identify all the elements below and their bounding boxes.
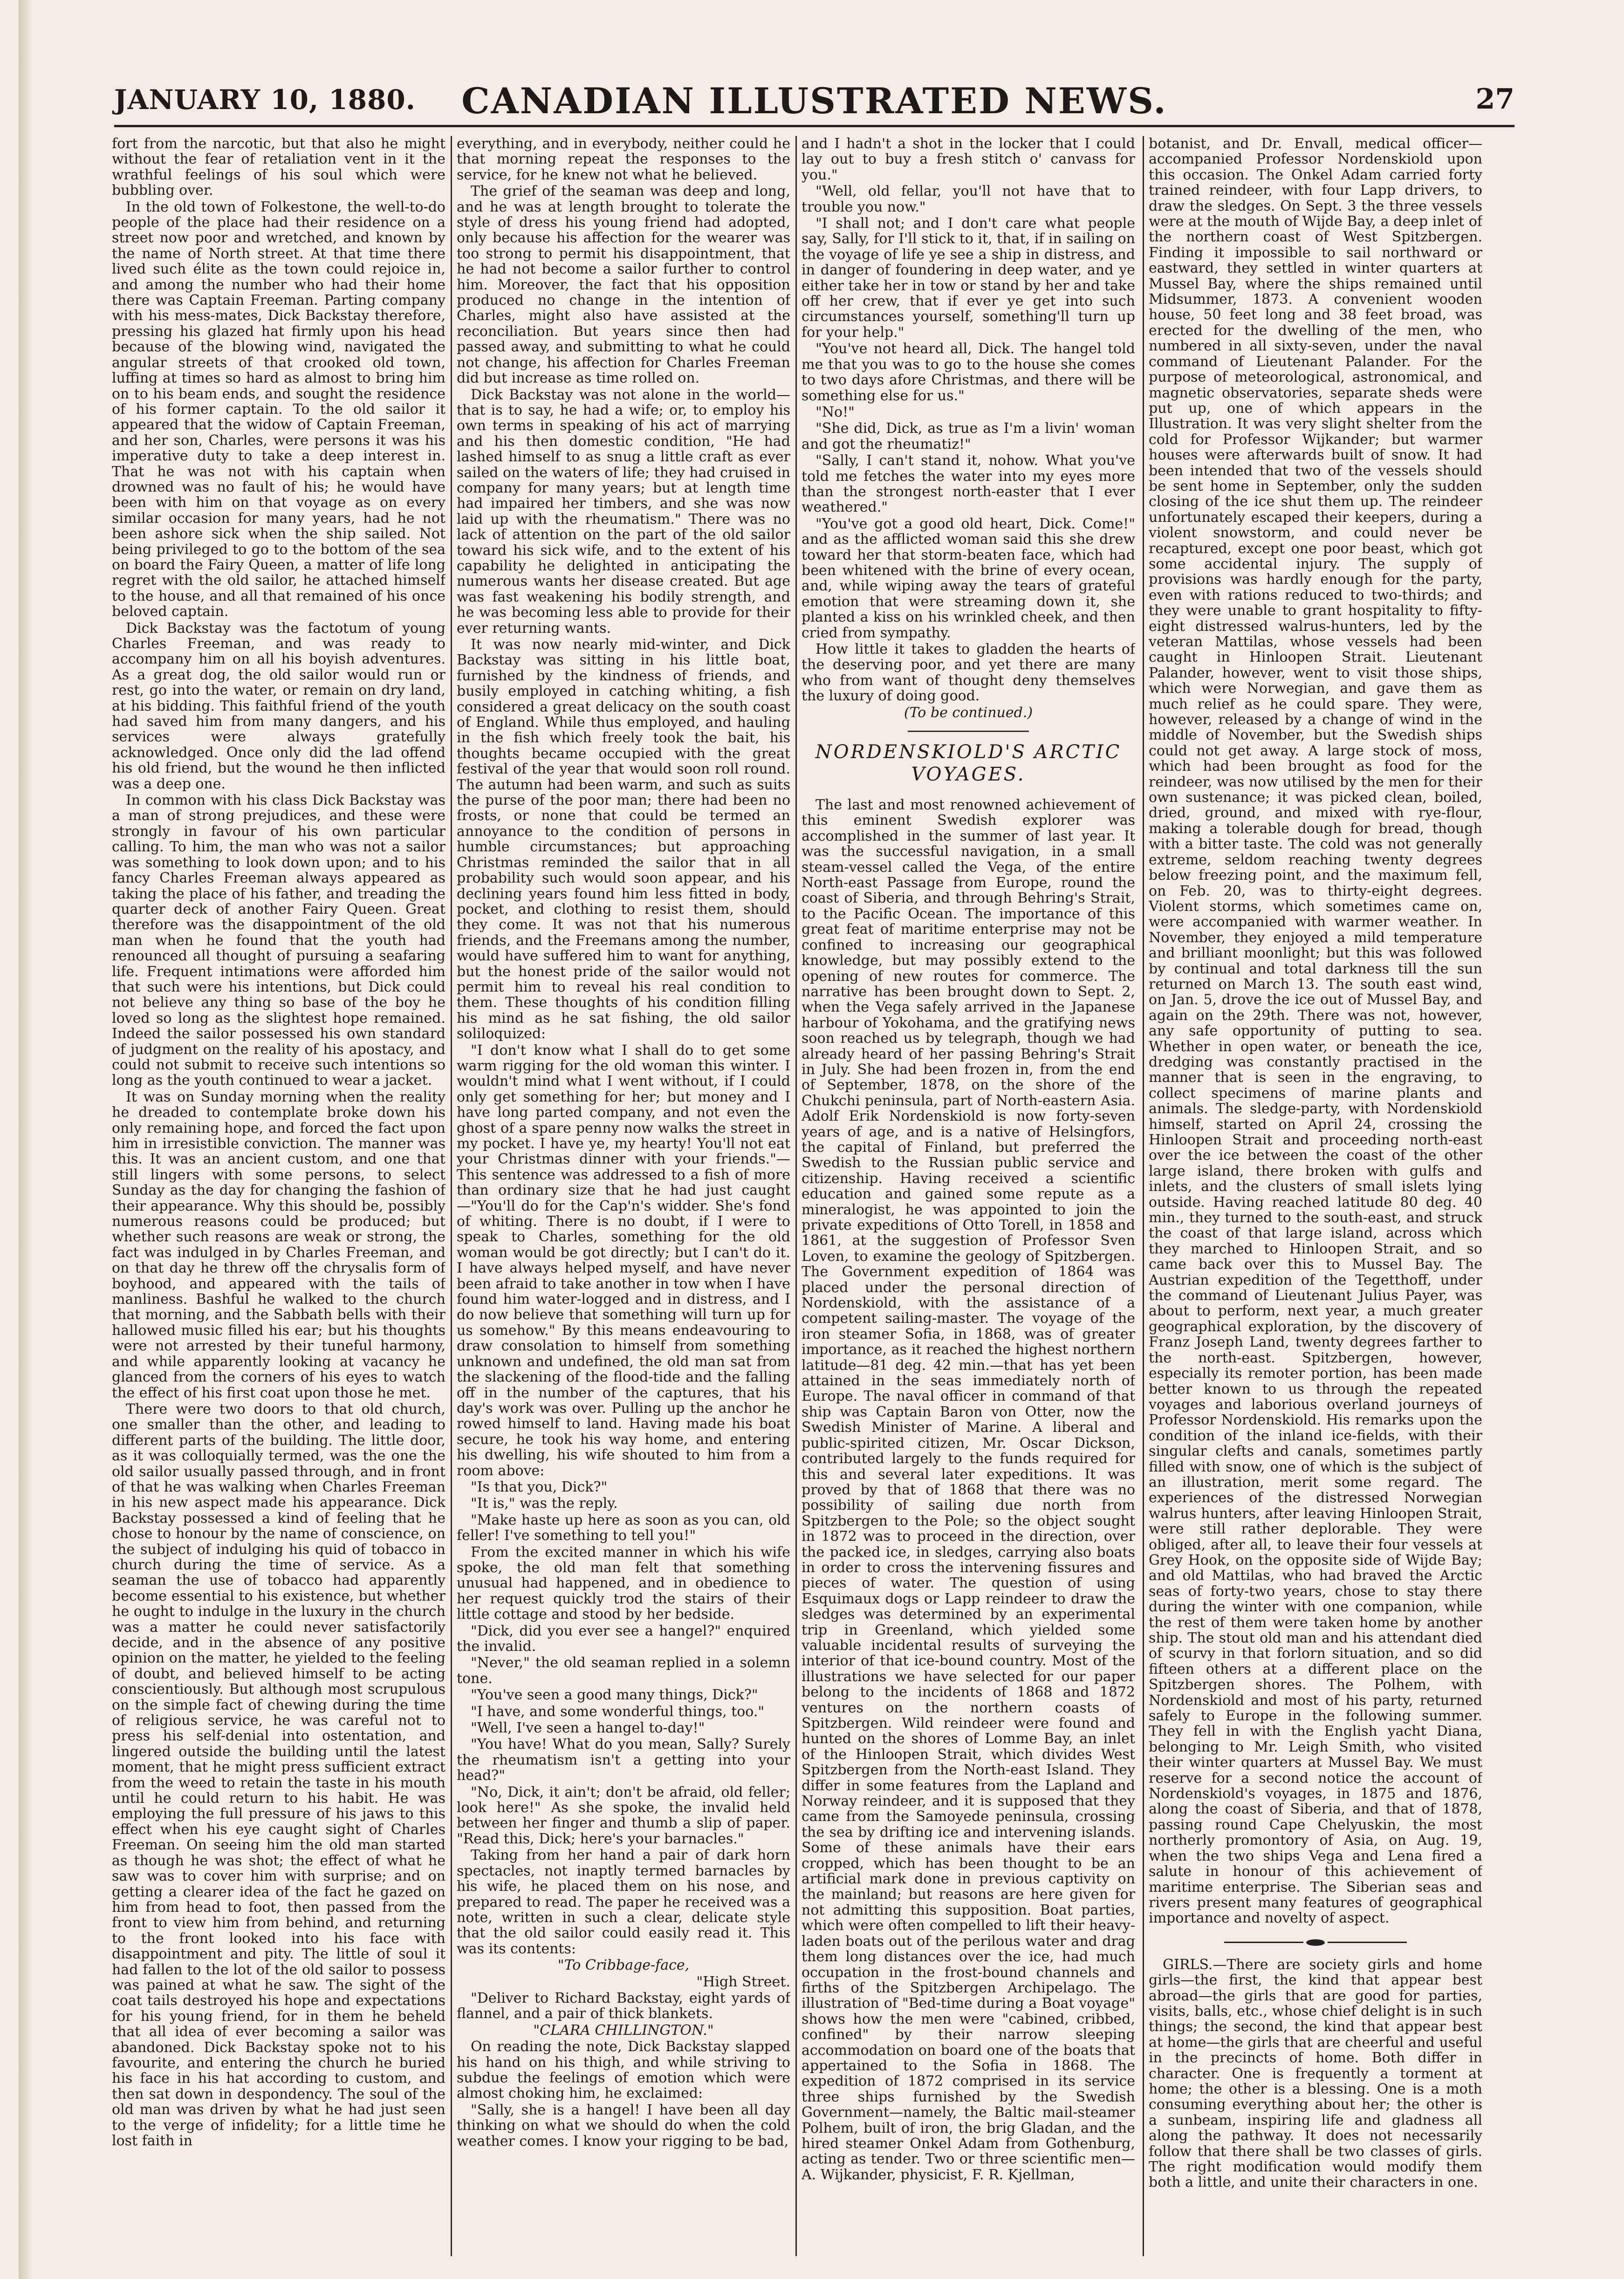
dialogue-line: "Dick, did you ever see a hangel?" enquired the invalid. (457, 1622, 790, 1655)
story-paragraph: From the excited manner in which his wife spoke, the old man felt that something unusual had happened, and in obedience to her request quickly trod the stairs of their little cottage and stood by her bedside. (457, 1544, 790, 1623)
dialogue-line: "Sally, I can't stand it, nohow. What you've told me fetches the water into my eyes more than the strongest north-easter that I ever weathered." (802, 452, 1135, 516)
column-divider (1143, 136, 1144, 2256)
story-paragraph: Dick Backstay was the factotum of young Charles Freeman, and was ready to accompany him on all his boyish adventures. As a great dog, the old sailor would run or rest, go into the water, or remain on dry land, at his bidding. This faithful friend of the youth had saved him from many dangers, and his services were always gratefully acknowledged. Once only did the lad offend his old friend, but the wound he then inflicted was a deep one. (112, 620, 445, 792)
girls-paragraph: GIRLS.—There are society girls and home girls—the first, the kind that appear best abroad—the girls that are good for parties, visits, balls, etc., whose chief delight is in such things; the second, the kind that appear best at home—the girls that are cheerful and useful in the precincts of home. Both differ in character. One is frequently a torment at home; the other is a blessing. One is a moth consuming everything about her; the other is a sunbeam, inspiring life and gladness all along the pathway. It does not necessarily follow that there shall be two classes of girls. The right modification would modify them both a little, and unite their characters in one. (1149, 1956, 1482, 2191)
note-address: "To Cribbage-face, (557, 1957, 690, 1974)
dialogue-line: "Well, I've seen a hangel to-day!" (471, 1720, 705, 1737)
column-4 (1149, 136, 1482, 2261)
column-1 (112, 136, 445, 2261)
header-rule (114, 125, 1514, 127)
issue-date: JANUARY 10, 1880. (114, 84, 416, 116)
story-paragraph: In common with his class Dick Backstay was a man of strong prejudices, and these were strongly in favour of his own particular calling. To him, the man who was not a sailor was something to look down upon; and to his fancy Charles Freeman always appeared as taking the place of his father, and treading the quarter deck of another Fairy Queen. Great therefore was the disappointment of the old man when he found that the youth had renounced all thought of pursuing a seafaring life. Frequent intimations were afforded him that such were his intentions, but Dick could not believe any thing so base of the boy he loved so long as the slightest hope remained. Indeed the sailor possessed his own standard of judgment on the reality of his apostacy, and could not submit to receive such intentions so long as the youth continued to wear a jacket. (112, 792, 445, 1089)
to-be-continued: (To be continued.) (904, 704, 1033, 721)
story-paragraph: There were two doors to that old church, one smaller than the other, and leading to different parts of the building. The little door, as it was colloquially termed, was the one the old sailor usually passed through, and in front of that he was walking when Charles Freeman in his new aspect made his appearance. Dick Backstay possessed a kind of feeling that he chose to honour by the name of conscience, on the subject of indulging his quid of tobacco in church during the time of service. As a seaman the use of tobacco had apparently become essential to his existence, but whether he ought to indulge in the luxury in the church was a matter he could never satisfactorily decide, and in the absence of any positive opinion on the matter, he yielded to the feeling of doubt, and believed himself to be acting conscientiously. But although most scrupulous on the simple fact of chewing during the time of religious service, he was careful not to press his self-denial into ostentation, and lingered outside the building until the latest moment, that he might press sufficient extract from the weed to retain the taste in his mouth until he could return to his habit. He was employing the full pressure of his jaws to this effect when his eye caught sight of Charles Freeman. On seeing him the old man started as though he was shot; the effect of what he saw was to cover him with surprise; and on getting a clearer idea of the fact he gazed on him from head to foot, then passed from the front to view him from behind, and returning to the front looked into his face with disappointment and pity. The little of soul it had fallen to the lot of the old sailor to possess was pained at what he saw. The sight of the coat tails destroyed his hope and expectations for his young friend, for in them he beheld that all idea of ever becoming a sailor was abandoned. Dick Backstay spoke not to his favourite, and entering the church he buried his face in his hat according to custom, and then sat down in despondency. The soul of the old man was driven by what he had just seen to the verge of infidelity; for a little time he lost faith in (112, 1401, 445, 2149)
dialogue-line: "Is that you, Dick?" (471, 1478, 608, 1495)
story-paragraph: It was on Sunday morning when the reality he dreaded to contemplate broke down his only remaining hope, and forced the fact upon him in irresistible conviction. The manner was this. It was an ancient custom, and one that still lingers with some persons, to select Sunday as the day for changing the fashion of their appearance. Why this should be, possibly numerous reasons could be produced; but whether such reasons are weak or strong, the fact was indulged in by Charles Freeman, and on that day he threw off the chrysalis form of boyhood, and appeared with the tails of manliness. Bashful he walked to the church that morning, and the Sabbath bells with their hallowed music filled his ear; but his thoughts were not arrested by their tuneful harmony, and while apparently looking at vacancy he glanced from the corners of his eyes to watch the effect of his first coat upon those he met. (112, 1088, 445, 1401)
dialogue-line: "I shall not; and I don't care what people say, Sally, for I'll stick to it, that, if in sailing on the voyage of life ye see a ship in distress, and in danger of foundering in deep water, and ye either take her in tow or stand by her and take off her crew, that if ever ye get into such circumstances yourself, something'll turn up for your help." (802, 215, 1135, 341)
dialogue-line: and I hadn't a shot in the locker that I could lay out to buy a fresh stitch o' canvass for you." (802, 136, 1135, 183)
dialogue-line: "Never," the old seaman replied in a solemn tone. (457, 1655, 790, 1687)
column-3 (802, 136, 1135, 2261)
story-paragraph: everything, and in everybody, neither could he that morning repeat the responses to the service, for he knew not what he believed. (457, 136, 790, 183)
dialogue-line: "You've not heard all, Dick. The hangel told me that you was to go to the house she comes to two days afore Christmas, and there will be something else for us." (802, 341, 1135, 404)
story-paragraph: On reading the note, Dick Backstay slapped his hand on his thigh, and while striving to subdue the feelings of emotion which were almost choking him, he exclaimed: (457, 2039, 790, 2102)
column-divider (795, 136, 797, 2256)
column-divider (451, 136, 452, 2256)
page-number: 27 (1475, 83, 1514, 116)
article-paragraph: botanist, and Dr. Envall, medical officer—accompanied Professor Nordenskiold upon this occasion. The Onkel Adam carried forty trained reindeer, with four Lapp drivers, to draw the sledges. On Sept. 3 the three vessels were at the mouth of Wijde Bay, a deep inlet of the northern coast of West Spitzbergen. Finding it impossible to sail northward or eastward, they settled in winter quarters at Mussel Bay, where the ships remained until Midsummer, 1873. A convenient wooden house, 50 feet long and 38 feet broad, was erected for the dwelling of the men, who numbered in all sixty-seven, under the naval command of Lieutenant Palander. For the purpose of meteorological, astronomical, and magnetic observatories, separate sheds were put up, one of which appears in the Illustration. It was very slight shelter from the cold for Professor Wijkander; but warmer houses were afterwards built of snow. It had been intended that two of the vessels should be sent home in September, only the sudden closing of the ice shut them up. The reindeer unfortunately escaped their keepers, during a violent snowstorm, and could never be recaptured, except one poor beast, which got some accidental injury. The supply of provisions was hardly enough for the party, even with rations reduced to two-thirds; and they were unable to grant hospitality to fifty-eight distressed walrus-hunters, led by the veteran Mattilas, whose vessels had been caught in Hinloopen Strait. Lieutenant Palander, however, went to visit those ships, which were Norwegian, and gave them as much relief as he could spare. They were, however, released by a change of wind in the middle of November, but the Swedish ships could not get away. A large stock of moss, which had been brought as food for the reindeer, was now utilised by the men for their own sustenance; it was picked clean, boiled, dried, ground, and mixed with rye-flour, making a tolerable dough for bread, though with a bitter taste. The cold was not generally extreme, seldom reaching twenty degrees below freezing point, and the maximum fell, on Feb. 20, was to thirty-eight degrees. Violent storms, which sometimes came on, were accompanied with warmer weather. In November, they enjoyed a mild temperature and brilliant moonlight; but this was followed by continual and total darkness till the sun returned on March 13. The south east wind, on Jan. 5, drove the ice out of Mussel Bay, and again on the 29th. There was not, however, any safe opportunity of putting to sea. Whether in open water, or beneath the ice, dredging was constantly practised in the manner that is seen in the engraving, to collect specimens of marine plants and animals. The sledge-party, with Nordenskiold himself, started on April 24, crossing the Hinloopen Strait and proceeding north-east over the ice between the coast of the other large island, there broken with gulfs and inlets, and the clusters of small islets lying outside. Having reached latitude 80 deg. 40 min., they turned to the south-east, and struck the coast of that large island, across which they marched to Hinloopen Strait, and so came back over this to Mussel Bay. The Austrian expedition of the Tegetthoff, under the command of Lieutenant Julius Payer, was about to perform, next year, a much greater geographical exploration, by the discovery of Franz Joseph Land, twenty degrees farther to the north-east. Spitzbergen, however, especially its remoter portion, has been made better known to us through the repeated voyages and laborious overland journeys of Professor Nordenskiold. His remarks upon the condition of the inland ice-fields, with their singular clefts and canals, sometimes partly filled with snow, one of which is the subject of an illustration, merit some regard. The experiences of the distressed Norwegian walrus hunters, after leaving Hinloopen Strait, were still rather deplorable. They were obliged, after all, to leave their four vessels at Grey Hook, on the opposite side of Wijde Bay; and old Mattilas, who had braved the Arctic seas of forty-two years, chose to stay there during the winter with one companion, while the rest of them were taken home by another ship. The stout old man and his attendant died of scurvy in that forlorn situation, and so did fifteen others at a different place on the Spitzbergen shores. The Polhem, with Nordenskiold and most of his party, returned safely to Europe in the following summer. They fell in with the English yacht Diana, belonging to Mr. Leigh Smith, who visited their winter quarters at Mussel Bay. We must reserve for a second notice the account of Nordenskiold's voyages, in 1875 and 1876, along the coast of Siberia, and that of 1878, passing round Cape Chelyuskin, the most northerly promontory of Asia, on Aug. 19, when the two ships Vega and Lena fired a salute in honour of this achievement of maritime enterprise. The Siberian seas and rivers present many features of geographical importance and novelty of aspect. (1149, 136, 1482, 1927)
story-paragraph: In the old town of Folkestone, the well-to-do people of the place had their residence on a street now poor and wretched, and known by the name of North street. At that time there lived such élite as the town could rejoice in, and among the number who had their home there was Captain Freeman. Parting company with his mess-mates, Dick Backstay therefore, pressing his glazed hat firmly upon his head because of the blowing wind, navigated the angular streets of that crooked old town, luffing at times so hard as almost to bring him on to his beam ends, and sought the residence of his former captain. To the old sailor it appeared that the widow of Captain Freeman, and her son, Charles, were persons it was his imperative duty to take a deep interest in. That he was not with his captain when drowned was no fault of his; he would have been with him on that voyage as on every similar occasion for many years, had he not been ashore sick when the ship sailed. Not being privileged to go to the bottom of the sea on board the Fairy Queen, a matter of life long regret with the old sailor, he attached himself to the house, and all that remained of his once beloved captain. (112, 198, 445, 620)
ornamental-divider (1149, 1939, 1482, 1946)
story-paragraph: fort from the narcotic, but that also he might without the fear of retaliation vent in it the wrathful feelings of his soul which were bubbling over. (112, 136, 445, 199)
article-title: NORDENSKIOLD'S ARCTIC (815, 741, 1122, 763)
section-rule (908, 731, 1029, 732)
note-street: "High Street. (696, 1973, 790, 1990)
page-gutter-shadow (19, 0, 32, 2279)
article-title-line-2: VOYAGES. (911, 764, 1026, 786)
note-signature: "CLARA CHILLINGTON." (533, 2022, 714, 2039)
dialogue-line: "It is," was the reply. (471, 1495, 618, 1512)
story-paragraph: The grief of the seaman was deep and long, and he was at length brought to tolerate the style of dress his young friend had adopted, only because his affection for the wearer was too strong to permit his disappointment, that he had not become a sailor further to control him. Moreover, the fact that his opposition produced no change in the intention of Charles, might also have assisted at the reconciliation. But years since then had passed away, and submitting to what he could not change, his affection for Charles Freeman did but increase as time rolled on. (457, 183, 790, 387)
dialogue-line: "Well, old fellar, you'll not have that to trouble you now." (802, 183, 1135, 215)
story-paragraph: Taking from her hand a pair of dark horn spectacles, not inaptly termed barnacles by his wife, he placed them on his nose, and prepared to read. The paper he received was a note, written in such a clear, delicate style that the old sailor could easily read it. This was its contents: (457, 1847, 790, 1957)
story-paragraph: "You've got a good old heart, Dick. Come!" and as the afflicted woman said this she drew toward her that storm-beaten face, which had been whitened with the brine of every ocean, and, while wiping away the tears of grateful emotion that were streaming down it, she planted a kiss on his wrinkled cheek, and then cried from sympathy. (802, 515, 1135, 641)
dialogue-line: "She did, Dick, as true as I'm a livin' woman and got the rheumatiz!" (802, 420, 1135, 452)
story-paragraph: How little it takes to gladden the hearts of the deserving poor, and yet there are many who from want of thought deny themselves the luxury of doing good. (802, 641, 1135, 705)
dialogue-line: "Sally, she is a hangel! I have been all day thinking on what we should do when the cold weather comes. I know your rigging to be bad, (457, 2101, 790, 2149)
dialogue-line: "No, Dick, it ain't; don't be afraid, old feller; look here!" As she spoke, the invalid held between her finger and thumb a slip of paper. "Read this, Dick; here's your barnacles." (457, 1784, 790, 1847)
dialogue-line: "You've seen a good many things, Dick?" (471, 1687, 758, 1704)
dialogue-line: "No!" (815, 404, 855, 420)
note-body: "Deliver to Richard Backstay, eight yards of flannel, and a pair of thick blankets. (457, 1990, 790, 2022)
page-header (114, 65, 1514, 121)
dialogue-line: "Make haste up here as soon as you can, old feller! I've something to tell you!" (457, 1512, 790, 1544)
story-paragraph: It was now nearly mid-winter, and Dick Backstay was sitting in his little boat, furnished by the kindness of friends, and busily employed in catching whiting, a fish considered a great delicacy on the south coast of England. While thus employed, and hauling in the fish which freely took the bait, his thoughts became occupied with the great festival of the year that would soon roll round. The autumn had been warm, and such as suits the purse of the poor man; there had been no frosts, or none that could be termed an annoyance to the condition of persons in humble circumstances; but approaching Christmas reminded the sailor that in all probability such would soon appear, and his declining years found him less fitted in body, pocket, and clothing to resist them, should they come. It was not that his numerous friends, and the Freemans among the number, would have suffered him to want for anything, but the honest pride of the sailor would not permit him to reveal his real condition to them. These thoughts of his condition filling his mind as he sat fishing, the old sailor soliloquized: (457, 636, 790, 1042)
masthead-title: CANADIAN ILLUSTRATED NEWS. (461, 80, 1167, 122)
article-paragraph: The last and most renowned achievement of this eminent Swedish explorer was accomplished in the summer of last year. It was the successful navigation, in a small steam-vessel called the Vega, of the entire North-east Passage from Europe, round the coast of Siberia, and through Behring's Strait, to the Pacific Ocean. The importance of this great feat of maritime enterprise may not be confined to increasing our geographical knowledge, but may possibly extend to the opening of new routes for commerce. The narrative has been brought down to Sept. 2, when the Vega safely arrived in the Japanese harbour of Yokohama, and the gratifying news soon reached us by telegraph, though we had already heard of her passing Behring's Strait in July. She had been frozen in, from the end of September, 1878, on the shore of the Chukchi peninsula, part of North-eastern Asia. Adolf Erik Nordenskiold is now forty-seven years of age, and is a native of Helsingfors, the capital of Finland, but preferred the Swedish to the Russian public service and citizenship. Having received a scientific education and gained some repute as a mineralogist, he was appointed to join the private expeditions of Otto Torell, in 1858 and 1861, at the suggestion of Professor Sven Loven, to examine the geology of Spitzbergen. The Government expedition of 1864 was placed under the personal direction of Nordenskiold, with the assistance of a competent sailing-master. The voyage of the iron steamer Sofia, in 1868, was of greater importance, as it reached the highest northern latitude—81 deg. 42 min.—that has yet been attained in the seas immediately north of Europe. The naval officer in command of that ship was Captain Baron von Otter, now the Swedish Minister of Marine. A liberal and public-spirited citizen, Mr. Oscar Dickson, contributed largely to the funds required for this and several later expeditions. It was proved by that of 1868 that there was no possibility of sailing due north from Spitzbergen to the Pole; so the object sought in 1872 was to proceed in the direction, over the packed ice, in sledges, carrying also boats in order to cross the intervening fissures and pieces of water. The question of using Esquimaux dogs or Lapp reindeer to draw the sledges was determined by an experimental trip in Greenland, which yielded some valuable incidental results of surveying the interior of that ice-bound country. Most of the illustrations we have selected for our paper belong to the incidents of 1868 and 1872 ventures on the northern coasts of Spitzbergen. Wild reindeer were found and hunted on the shores of Lomme Bay, an inlet of the Hinloopen Strait, which divides West Spitzbergen from the North-east Island. They differ in some features from the Lapland and Norway reindeer, and it is supposed that they came from the Samoyede peninsula, crossing the sea by drifting ice and intervening islands. Some of these animals have their ears cropped, which has been thought to be an artificial mark done in previous captivity on the mainland; but reasons are here given for not admitting this supposition. Boat parties, which were often compelled to lift their heavy-laden boats out of the perilous water and drag them long distances over the ice, had much occupation in the frost-bound channels and firths of the Spitzbergen Archipelago. The illustration of "Bed-time during a Boat voyage" shows how the men were "cabined, cribbed, confined" by their narrow sleeping accommodation on board one of the boats that appertained to the Sofia in 1868. The expedition of 1872 comprised in its service three ships furnished by the Swedish Government—namely, the Baltic mail-steamer Polhem, built of iron, the brig Gladan, and the hired steamer Onkel Adam from Gothenburg, acting as tender. Two or three scientific men—A. Wijkander, physicist, F. R. Kjellman, (802, 797, 1135, 2183)
dialogue-line: "I have, and some wonderful things, too." (471, 1703, 765, 1720)
column-2 (457, 136, 790, 2261)
story-paragraph: Dick Backstay was not alone in the world—that is to say, he had a wife; or, to employ his own terms in speaking of his act of marrying and his then domestic condition, "He had lashed himself to as snug a little craft as ever sailed on the waters of life; they had cruised in company for many years; but at length time had impaired her timbers, and she was now laid up with the rheumatism." There was no lack of attention on the part of the old sailor toward his sick wife, and to the extent of his capability he delighted in anticipating the numerous wants her disease created. But age was fast weakening his bodily strength, and he was becoming less able to provide for their ever returning wants. (457, 386, 790, 636)
dialogue-line: "You have! What do you mean, Sally? Surely the rheumatism isn't a getting into your head?" (457, 1736, 790, 1784)
dialogue-paragraph: "I don't know what I shall do to get some warm rigging for the old woman this winter. I wouldn't mind what I went without, if I could only get something for her; but money and I have long parted company, and not even the ghost of a spare penny now walks the street in my pocket. I have ye, my hearty! You'll not eat your Christmas dinner with your friends."—This sentence was addressed to a fish of more than ordinary size that he had just caught—"You'll do for the Cap'n's widder. She's fond of whiting. There is no doubt, if I were to speak to Charles, something for the old woman would be got directly; but I can't do it. I have always helped myself, and have never been afraid to take another in tow when I have found him water-logged and in distress, and I do now believe that something will turn up for us somehow." By this means endeavouring to draw consolation to himself from something unknown and undefined, the old man sat from the slackening of the flood-tide and the falling off in the number of the captures, that his day's work was over. Pulling up the anchor he rowed himself to land. Having made his boat secure, he took his way home, and entering his dwelling, his wife shouted to him from a room above: (457, 1042, 790, 1479)
